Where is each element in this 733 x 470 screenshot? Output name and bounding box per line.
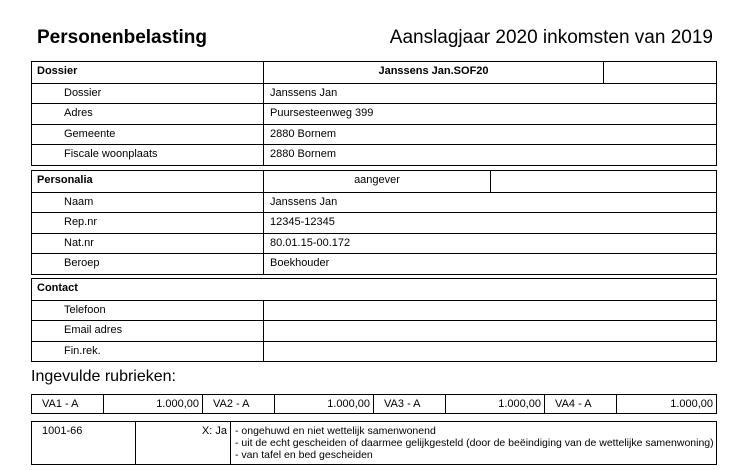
va-value: 1.000,00 (275, 395, 374, 413)
row-value: 12345-12345 (270, 216, 335, 229)
row-value: Puursesteenweg 399 (270, 107, 374, 120)
va-label: VA3 - A (374, 395, 446, 413)
dossier-section-label: Dossier (32, 62, 264, 83)
va-row (31, 394, 717, 414)
row-value: Boekhouder (270, 257, 330, 270)
va-label: VA4 - A (545, 395, 617, 413)
va-value: 1.000,00 (104, 395, 203, 413)
dossier-header-empty (604, 62, 716, 83)
rubriek-item (31, 421, 717, 465)
personalia-header-empty (491, 171, 716, 192)
row-label: Naam (32, 193, 264, 213)
contact-section (31, 278, 717, 362)
rubriek-line: - uit de echt gescheiden of daarmee gelijkgesteld (door de beëindiging van de wettelijke samenwoning) (235, 437, 714, 449)
page-title: Personenbelasting (37, 27, 207, 48)
personalia-header-row (32, 171, 716, 192)
table-row (32, 144, 716, 165)
personalia-section-label: Personalia (32, 171, 264, 192)
aangever-column-label: aangever (264, 171, 491, 192)
table-row (32, 124, 716, 145)
row-value (264, 342, 716, 362)
contact-section-label: Contact (37, 282, 78, 294)
table-row (32, 212, 716, 233)
table-row (32, 253, 716, 274)
table-row (32, 103, 716, 124)
table-row (32, 233, 716, 254)
row-label: Gemeente (32, 125, 264, 145)
row-label: Telefoon (32, 301, 264, 321)
row-value: Janssens Jan (270, 86, 338, 99)
contact-header-empty (264, 279, 716, 300)
va-value: 1.000,00 (446, 395, 545, 413)
dossier-header-row (32, 62, 716, 83)
rubriek-line: - ongehuwd en niet wettelijk samenwonend (235, 425, 436, 437)
dossier-section (31, 61, 717, 166)
row-label: Beroep (32, 254, 264, 274)
va-label: VA2 - A (203, 395, 275, 413)
row-label: Fiscale woonplaats (32, 145, 264, 165)
row-value (264, 301, 716, 321)
table-row (32, 192, 716, 213)
row-value (264, 321, 716, 341)
row-label: Dossier (32, 84, 264, 104)
dossier-file-name: Janssens Jan.SOF20 (264, 62, 604, 83)
rubriek-line: - van tafel en bed gescheiden (235, 449, 373, 461)
table-row (32, 300, 716, 321)
row-value: 80.01.15-00.172 (270, 236, 351, 249)
rubrieken-title: Ingevulde rubrieken: (31, 368, 176, 385)
rubriek-value: X: Ja (136, 422, 231, 464)
row-label: Rep.nr (32, 213, 264, 233)
personalia-section (31, 170, 717, 275)
table-row (32, 83, 716, 104)
va-label: VA1 - A (32, 395, 104, 413)
table-row (32, 341, 716, 362)
row-value: Janssens Jan (270, 195, 338, 208)
va-value: 1.000,00 (670, 398, 714, 410)
table-row (32, 320, 716, 341)
row-label: Nat.nr (32, 234, 264, 254)
row-label: Fin.rek. (32, 342, 264, 362)
row-label: Email adres (32, 321, 264, 341)
rubriek-code: 1001-66 (32, 422, 136, 464)
row-label: Adres (32, 104, 264, 124)
tax-year-title: Aanslagjaar 2020 inkomsten van 2019 (389, 27, 713, 48)
row-value: 2880 Bornem (270, 148, 337, 161)
rubriek-description (231, 422, 716, 464)
contact-header-row (32, 279, 716, 300)
row-value: 2880 Bornem (270, 127, 337, 140)
